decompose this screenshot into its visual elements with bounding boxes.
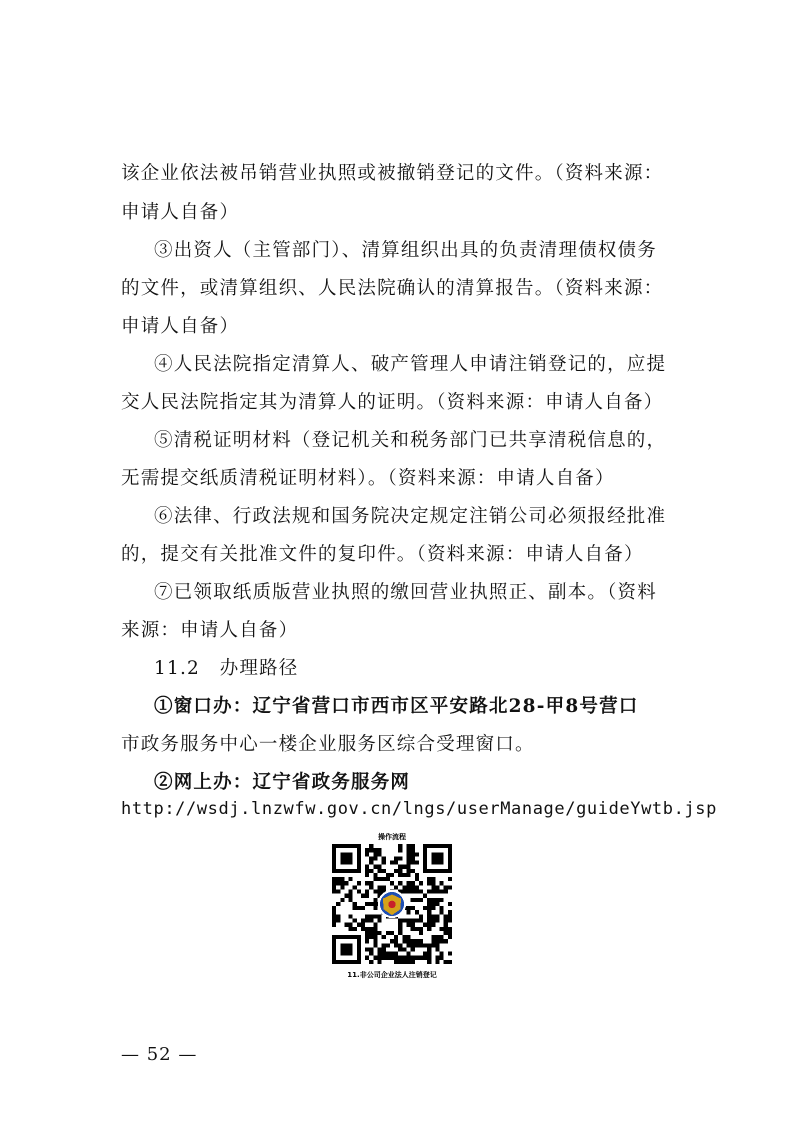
paragraph-line: ④人民法院指定清算人、破产管理人申请注销登记的，应提 (154, 354, 667, 375)
section-heading: 11.2 办理路径 (154, 658, 299, 679)
paragraph-line: ⑥法律、行政法规和国务院决定规定注销公司必须报经批准 (154, 506, 667, 527)
qr-caption: 11.非公司企业法人注销登记 (347, 971, 437, 979)
paragraph-line: 申请人自备） (121, 202, 240, 223)
police-badge-icon (378, 890, 406, 918)
paragraph-line: 该企业依法被吊销营业执照或被撤销登记的文件。（资料来源： (121, 163, 664, 184)
paragraph-line: 无需提交纸质清税证明材料）。（资料来源：申请人自备） (121, 468, 615, 489)
qr-code-image[interactable] (332, 844, 452, 964)
paragraph-line: 的文件，或清算组织、人民法院确认的清算报告。（资料来源： (121, 278, 664, 299)
paragraph-line: 申请人自备） (121, 316, 240, 337)
service-url-link[interactable]: http://wsdj.lnzwfw.gov.cn/lngs/userManage/guideYwtb.jsp (121, 799, 717, 819)
qr-code-block (330, 832, 454, 978)
paragraph-line: ②网上办：辽宁省政务服务网 (154, 772, 411, 793)
paragraph-line: ⑦已领取纸质版营业执照的缴回营业执照正、副本。（资料 (154, 582, 657, 603)
paragraph-line: 市政务服务中心一楼企业服务区综合受理窗口。 (121, 734, 535, 755)
page-number: — 52 — (121, 1044, 198, 1065)
paragraph-line: ①窗口办：辽宁省营口市西市区平安路北28-甲8号营口 (154, 696, 639, 717)
qr-title: 操作流程 (378, 833, 406, 841)
paragraph-line: 的，提交有关批准文件的复印件。（资料来源：申请人自备） (121, 544, 644, 565)
paragraph-line: ③出资人（主管部门）、清算组织出具的负责清理债权债务 (154, 240, 657, 261)
paragraph-line: 来源：申请人自备） (121, 620, 299, 641)
paragraph-line: 交人民法院指定其为清算人的证明。（资料来源：申请人自备） (121, 392, 664, 413)
paragraph-line: ⑤清税证明材料（登记机关和税务部门已共享清税信息的， (154, 430, 667, 451)
